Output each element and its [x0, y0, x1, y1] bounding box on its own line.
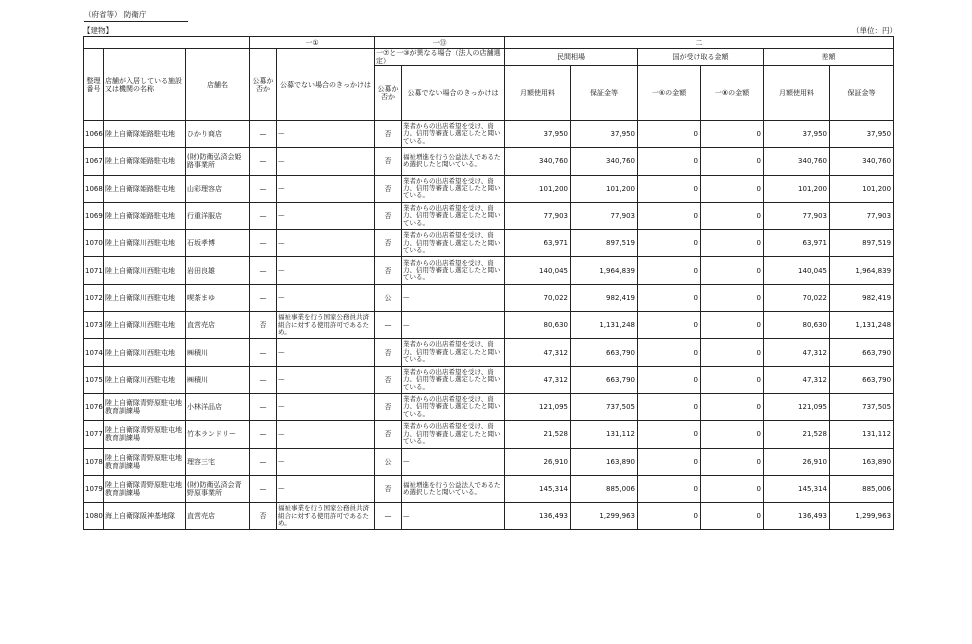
row-monthly: 26,910 — [505, 448, 571, 475]
row-monthly: 47,312 — [505, 339, 571, 366]
row-s6: 0 — [638, 148, 701, 175]
row-reason: — — [277, 421, 375, 448]
header-monthly2: 月額使用料 — [764, 66, 830, 121]
row-s6: 0 — [638, 421, 701, 448]
row-gap-monthly: 121,095 — [764, 393, 830, 420]
header-group-1: 一① — [250, 37, 375, 49]
row-monthly: 340,760 — [505, 148, 571, 175]
row-store: 小林洋品店 — [186, 393, 250, 420]
row-s8: 0 — [701, 257, 764, 284]
row-s8: 0 — [701, 312, 764, 339]
table-row — [84, 339, 894, 366]
row-deposit: 131,112 — [571, 421, 638, 448]
row-deposit: 737,505 — [571, 393, 638, 420]
header-monthly: 月額使用料 — [505, 66, 571, 121]
row-s6: 0 — [638, 257, 701, 284]
row-gap-monthly: 77,903 — [764, 202, 830, 229]
row-facility: 陸上自衛隊青野原駐屯地教育訓練場 — [104, 448, 186, 475]
row-public: 否 — [250, 312, 277, 339]
row-public2: 否 — [375, 175, 402, 202]
row-gap-monthly: 340,760 — [764, 148, 830, 175]
row-store: 喫茶まゆ — [186, 284, 250, 311]
row-id: 1077 — [84, 421, 104, 448]
row-monthly: 37,950 — [505, 121, 571, 148]
header-reason2: 公募でない場合のきっかけは — [402, 66, 505, 121]
row-public: — — [250, 421, 277, 448]
row-facility: 陸上自衛隊姫路駐屯地 — [104, 121, 186, 148]
row-gap-deposit: 1,299,963 — [830, 503, 894, 530]
row-deposit: 982,419 — [571, 284, 638, 311]
row-facility: 陸上自衛隊川西駐屯地 — [104, 230, 186, 257]
row-s8: 0 — [701, 148, 764, 175]
row-store: 山彩理容店 — [186, 175, 250, 202]
row-public: — — [250, 121, 277, 148]
row-gap-deposit: 897,519 — [830, 230, 894, 257]
row-public: — — [250, 257, 277, 284]
row-gap-monthly: 101,200 — [764, 175, 830, 202]
row-s8: 0 — [701, 448, 764, 475]
row-reason: — — [277, 175, 375, 202]
row-gap-monthly: 140,045 — [764, 257, 830, 284]
row-public2: 公 — [375, 284, 402, 311]
row-monthly: 140,045 — [505, 257, 571, 284]
row-reason2: 業者からの出店希望を受け、資力、信用等審査し選定したと聞いている。 — [402, 230, 505, 257]
header-deposit: 保証金等 — [571, 66, 638, 121]
row-reason: — — [277, 284, 375, 311]
row-s6: 0 — [638, 230, 701, 257]
row-public2: 否 — [375, 393, 402, 420]
row-facility: 海上自衛隊阪神基地隊 — [104, 503, 186, 530]
header-group-2: 二 — [505, 37, 894, 49]
table-row — [84, 148, 894, 175]
row-deposit: 163,890 — [571, 448, 638, 475]
row-monthly: 70,022 — [505, 284, 571, 311]
row-store: 行重洋服店 — [186, 202, 250, 229]
row-public: — — [250, 339, 277, 366]
header-blank-1 — [84, 37, 250, 49]
row-reason: — — [277, 393, 375, 420]
row-gap-deposit: 1,131,248 — [830, 312, 894, 339]
row-public2: 否 — [375, 148, 402, 175]
row-public: 否 — [250, 503, 277, 530]
row-gap-deposit: 663,790 — [830, 339, 894, 366]
row-deposit: 101,200 — [571, 175, 638, 202]
row-s6: 0 — [638, 393, 701, 420]
row-reason: — — [277, 230, 375, 257]
row-gap-deposit: 340,760 — [830, 148, 894, 175]
row-public2: 否 — [375, 121, 402, 148]
row-reason2: — — [402, 503, 505, 530]
row-reason: — — [277, 202, 375, 229]
table-row — [84, 202, 894, 229]
row-store: 直営売店 — [186, 312, 250, 339]
row-public: — — [250, 366, 277, 393]
row-facility: 陸上自衛隊姫路駐屯地 — [104, 148, 186, 175]
row-gap-deposit: 663,790 — [830, 366, 894, 393]
row-reason: 福祉事業を行う国家公務員共済組合に対する使用許可であるため。 — [277, 312, 375, 339]
row-monthly: 21,528 — [505, 421, 571, 448]
row-store: 石坂孝博 — [186, 230, 250, 257]
header-diff: 一⑦と一③が異なる場合（法人の店舗選定） — [375, 49, 505, 66]
row-id: 1076 — [84, 393, 104, 420]
row-facility: 陸上自衛隊青野原駐屯地教育訓練場 — [104, 393, 186, 420]
row-reason2: — — [402, 448, 505, 475]
row-public: — — [250, 475, 277, 502]
header-private: 民間相場 — [505, 49, 638, 66]
row-id: 1071 — [84, 257, 104, 284]
row-s8: 0 — [701, 503, 764, 530]
table-row — [84, 421, 894, 448]
row-monthly: 145,314 — [505, 475, 571, 502]
row-deposit: 897,519 — [571, 230, 638, 257]
row-gap-monthly: 37,950 — [764, 121, 830, 148]
row-s6: 0 — [638, 448, 701, 475]
row-gap-monthly: 63,971 — [764, 230, 830, 257]
row-id: 1080 — [84, 503, 104, 530]
row-reason: — — [277, 475, 375, 502]
row-reason: — — [277, 339, 375, 366]
row-public: — — [250, 284, 277, 311]
table-row — [84, 230, 894, 257]
row-s6: 0 — [638, 202, 701, 229]
table-row — [84, 284, 894, 311]
row-reason2: — — [402, 312, 505, 339]
row-s6: 0 — [638, 121, 701, 148]
table-row — [84, 312, 894, 339]
section-label: 【建物】 — [83, 26, 113, 35]
row-store: ひかり商店 — [186, 121, 250, 148]
row-facility: 陸上自衛隊青野原駐屯地教育訓練場 — [104, 475, 186, 502]
row-s6: 0 — [638, 284, 701, 311]
store-table — [83, 36, 894, 530]
row-id: 1069 — [84, 202, 104, 229]
row-s6: 0 — [638, 339, 701, 366]
row-public2: — — [375, 312, 402, 339]
row-reason2: 業者からの出店希望を受け、資力、信用等審査し選定したと聞いている。 — [402, 339, 505, 366]
row-gap-deposit: 737,505 — [830, 393, 894, 420]
header-s6: 一⑥の金額 — [638, 66, 701, 121]
row-store: ㈱積川 — [186, 366, 250, 393]
row-reason: — — [277, 148, 375, 175]
table-row — [84, 121, 894, 148]
row-monthly: 63,971 — [505, 230, 571, 257]
row-reason2: 業者からの出店希望を受け、資力、信用等審査し選定したと聞いている。 — [402, 175, 505, 202]
row-store: 直営売店 — [186, 503, 250, 530]
row-s8: 0 — [701, 175, 764, 202]
table-row — [84, 475, 894, 502]
row-gap-monthly: 80,630 — [764, 312, 830, 339]
row-store: 理容三宅 — [186, 448, 250, 475]
row-public: — — [250, 448, 277, 475]
row-id: 1079 — [84, 475, 104, 502]
row-gap-monthly: 47,312 — [764, 339, 830, 366]
row-reason2: 業者からの出店希望を受け、資力、信用等審査し選定したと聞いている。 — [402, 366, 505, 393]
row-gap-deposit: 885,006 — [830, 475, 894, 502]
row-reason2: 業者からの出店希望を受け、資力、信用等審査し選定したと聞いている。 — [402, 121, 505, 148]
row-public: — — [250, 202, 277, 229]
row-monthly: 47,312 — [505, 366, 571, 393]
row-s8: 0 — [701, 284, 764, 311]
row-gap-monthly: 145,314 — [764, 475, 830, 502]
row-gap-deposit: 37,950 — [830, 121, 894, 148]
row-id: 1072 — [84, 284, 104, 311]
row-reason: 福祉事業を行う国家公務員共済組合に対する使用許可であるため。 — [277, 503, 375, 530]
row-s8: 0 — [701, 475, 764, 502]
header-gap: 差額 — [764, 49, 894, 66]
row-public2: 否 — [375, 339, 402, 366]
row-gap-deposit: 982,419 — [830, 284, 894, 311]
row-facility: 陸上自衛隊姫路駐屯地 — [104, 175, 186, 202]
row-reason: — — [277, 121, 375, 148]
row-s8: 0 — [701, 339, 764, 366]
row-reason2: 業者からの出店希望を受け、資力、信用等審査し選定したと聞いている。 — [402, 393, 505, 420]
row-store: 岩田良雄 — [186, 257, 250, 284]
row-s6: 0 — [638, 366, 701, 393]
row-public2: 否 — [375, 202, 402, 229]
row-reason2: 福祉増進を行う公益法人であるため選択したと聞いている。 — [402, 475, 505, 502]
row-monthly: 80,630 — [505, 312, 571, 339]
row-gap-monthly: 47,312 — [764, 366, 830, 393]
table-row — [84, 448, 894, 475]
row-id: 1073 — [84, 312, 104, 339]
row-public2: 公 — [375, 448, 402, 475]
row-s8: 0 — [701, 393, 764, 420]
row-deposit: 1,964,839 — [571, 257, 638, 284]
row-facility: 陸上自衛隊姫路駐屯地 — [104, 202, 186, 229]
header-facility: 店舗が入居している施設又は機関の名称 — [104, 49, 186, 121]
row-s8: 0 — [701, 230, 764, 257]
row-reason: — — [277, 448, 375, 475]
row-gap-monthly: 21,528 — [764, 421, 830, 448]
row-reason: — — [277, 257, 375, 284]
row-gap-monthly: 136,493 — [764, 503, 830, 530]
row-s8: 0 — [701, 421, 764, 448]
row-public2: 否 — [375, 421, 402, 448]
row-facility: 陸上自衛隊川西駐屯地 — [104, 284, 186, 311]
table-row — [84, 175, 894, 202]
row-reason: — — [277, 366, 375, 393]
row-deposit: 663,790 — [571, 339, 638, 366]
row-public2: 否 — [375, 366, 402, 393]
row-public: — — [250, 393, 277, 420]
row-gap-deposit: 1,964,839 — [830, 257, 894, 284]
row-id: 1068 — [84, 175, 104, 202]
row-s6: 0 — [638, 175, 701, 202]
header-reason: 公募でない場合のきっかけは — [277, 49, 375, 121]
row-deposit: 77,903 — [571, 202, 638, 229]
row-s8: 0 — [701, 366, 764, 393]
row-public2: — — [375, 503, 402, 530]
row-public: — — [250, 175, 277, 202]
table-row — [84, 257, 894, 284]
row-monthly: 101,200 — [505, 175, 571, 202]
row-store: (財)防衛弘済会青野原事業所 — [186, 475, 250, 502]
row-reason2: — — [402, 284, 505, 311]
row-facility: 陸上自衛隊川西駐屯地 — [104, 312, 186, 339]
row-id: 1075 — [84, 366, 104, 393]
row-reason2: 業者からの出店希望を受け、資力、信用等審査し選定したと聞いている。 — [402, 257, 505, 284]
row-s8: 0 — [701, 121, 764, 148]
row-facility: 陸上自衛隊青野原駐屯地教育訓練場 — [104, 421, 186, 448]
row-gap-deposit: 101,200 — [830, 175, 894, 202]
header-deposit2: 保証金等 — [830, 66, 894, 121]
row-s6: 0 — [638, 312, 701, 339]
ministry-label: （府省等） 防衛庁 — [84, 9, 188, 22]
row-public: — — [250, 148, 277, 175]
table-row — [84, 366, 894, 393]
row-gap-deposit: 131,112 — [830, 421, 894, 448]
row-public: — — [250, 230, 277, 257]
row-deposit: 885,006 — [571, 475, 638, 502]
row-store: (財)防衛弘済会姫路事業所 — [186, 148, 250, 175]
row-gap-monthly: 70,022 — [764, 284, 830, 311]
row-id: 1067 — [84, 148, 104, 175]
header-store: 店舗名 — [186, 49, 250, 121]
row-deposit: 663,790 — [571, 366, 638, 393]
row-reason2: 福祉増進を行う公益法人であるため選択したと聞いている。 — [402, 148, 505, 175]
header-state: 国が受け取る金額 — [638, 49, 764, 66]
row-public2: 否 — [375, 230, 402, 257]
header-id: 整理番号 — [84, 49, 104, 121]
row-deposit: 1,131,248 — [571, 312, 638, 339]
row-s8: 0 — [701, 202, 764, 229]
header-s8: 一⑧の金額 — [701, 66, 764, 121]
unit-label: （単位：円） — [852, 26, 897, 35]
row-deposit: 37,950 — [571, 121, 638, 148]
row-gap-deposit: 163,890 — [830, 448, 894, 475]
row-id: 1078 — [84, 448, 104, 475]
row-public2: 否 — [375, 475, 402, 502]
row-public2: 否 — [375, 257, 402, 284]
row-s6: 0 — [638, 475, 701, 502]
row-facility: 陸上自衛隊川西駐屯地 — [104, 339, 186, 366]
row-facility: 陸上自衛隊川西駐屯地 — [104, 366, 186, 393]
table-row — [84, 393, 894, 420]
row-reason2: 業者からの出店希望を受け、資力、信用等審査し選定したと聞いている。 — [402, 421, 505, 448]
table-row — [84, 503, 894, 530]
row-monthly: 136,493 — [505, 503, 571, 530]
row-id: 1074 — [84, 339, 104, 366]
header-public: 公募か否か — [250, 49, 277, 121]
header-group-13: 一⑬ — [375, 37, 505, 49]
header-public2: 公募か否か — [375, 66, 402, 121]
row-monthly: 121,095 — [505, 393, 571, 420]
row-monthly: 77,903 — [505, 202, 571, 229]
row-deposit: 1,299,963 — [571, 503, 638, 530]
row-deposit: 340,760 — [571, 148, 638, 175]
row-reason2: 業者からの出店希望を受け、資力、信用等審査し選定したと聞いている。 — [402, 202, 505, 229]
row-id: 1070 — [84, 230, 104, 257]
row-gap-monthly: 26,910 — [764, 448, 830, 475]
row-id: 1066 — [84, 121, 104, 148]
row-gap-deposit: 77,903 — [830, 202, 894, 229]
row-facility: 陸上自衛隊川西駐屯地 — [104, 257, 186, 284]
row-s6: 0 — [638, 503, 701, 530]
row-store: 竹本ランドリー — [186, 421, 250, 448]
row-store: ㈱積川 — [186, 339, 250, 366]
